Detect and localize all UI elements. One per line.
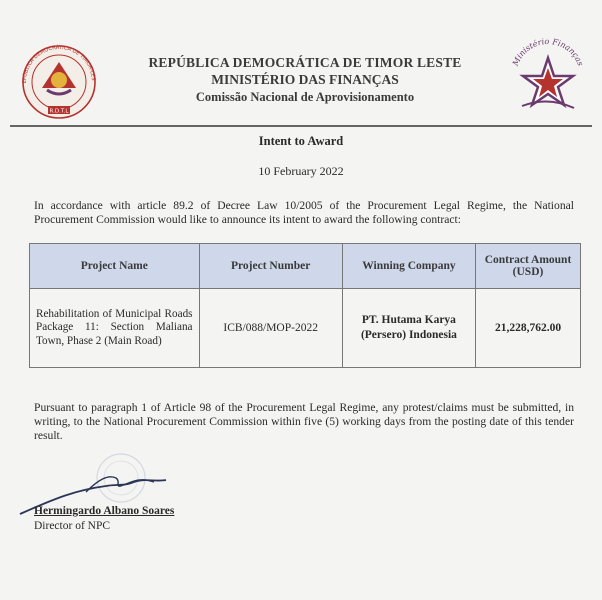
document-title: Intent to Award [258, 134, 344, 148]
award-table [29, 243, 581, 368]
svg-text:R.D.T.L: R.D.T.L [49, 108, 69, 115]
commission-name: Comissão Nacional de Aprovisionamento [195, 90, 415, 104]
cell-project-name: Rehabilitation of Municipal Roads Package 11: Section Maliana Town, Phase 2 (Main Road) [30, 289, 200, 368]
ministry-of-finance-logo-icon [502, 36, 594, 116]
table-row [30, 289, 581, 368]
document-date: 10 February 2022 [258, 164, 344, 178]
intro-paragraph: In accordance with article 89.2 of Decree Law 10/2005 of the Procurement Legal Regime, the National Procurement Commission would like to announce its intent to award the following contract: [34, 199, 574, 226]
header-contract-amount: Contract Amount (USD) [476, 244, 581, 289]
svg-text:Ministério Finanças: Ministério Finanças [510, 36, 586, 68]
svg-text:REPÚBLICA DEMOCRÁTICA DE TIMOR: EPÚBLICA DEMOCRÁTICA DE TIMOR-LES [21, 44, 96, 84]
closing-paragraph: Pursuant to paragraph 1 of Article 98 of the Procurement Legal Regime, any protest/claims must be submitted, in writing, to the National Procurement Commission within five (5) working days from the posting date of this tender result. [34, 401, 574, 442]
ministry-header [110, 54, 500, 106]
ministry-name: MINISTÉRIO DAS FINANÇAS [211, 72, 399, 87]
header-divider [10, 125, 592, 127]
cell-winning-company: PT. Hutama Karya (Persero) Indonesia [342, 289, 475, 368]
cell-contract-amount: 21,228,762.00 [476, 289, 581, 368]
table-header-row [30, 244, 581, 289]
header-project-number: Project Number [199, 244, 342, 289]
country-name: REPÚBLICA DEMOCRÁTICA DE TIMOR LESTE [148, 55, 462, 70]
cell-project-number: ICB/088/MOP-2022 [199, 289, 342, 368]
header-project-name: Project Name [30, 244, 200, 289]
header-winning-company: Winning Company [342, 244, 475, 289]
timor-leste-emblem-icon [14, 40, 104, 120]
signatory-role: Director of NPC [34, 520, 111, 532]
signatory-name: Hermingardo Albano Soares [34, 505, 175, 517]
